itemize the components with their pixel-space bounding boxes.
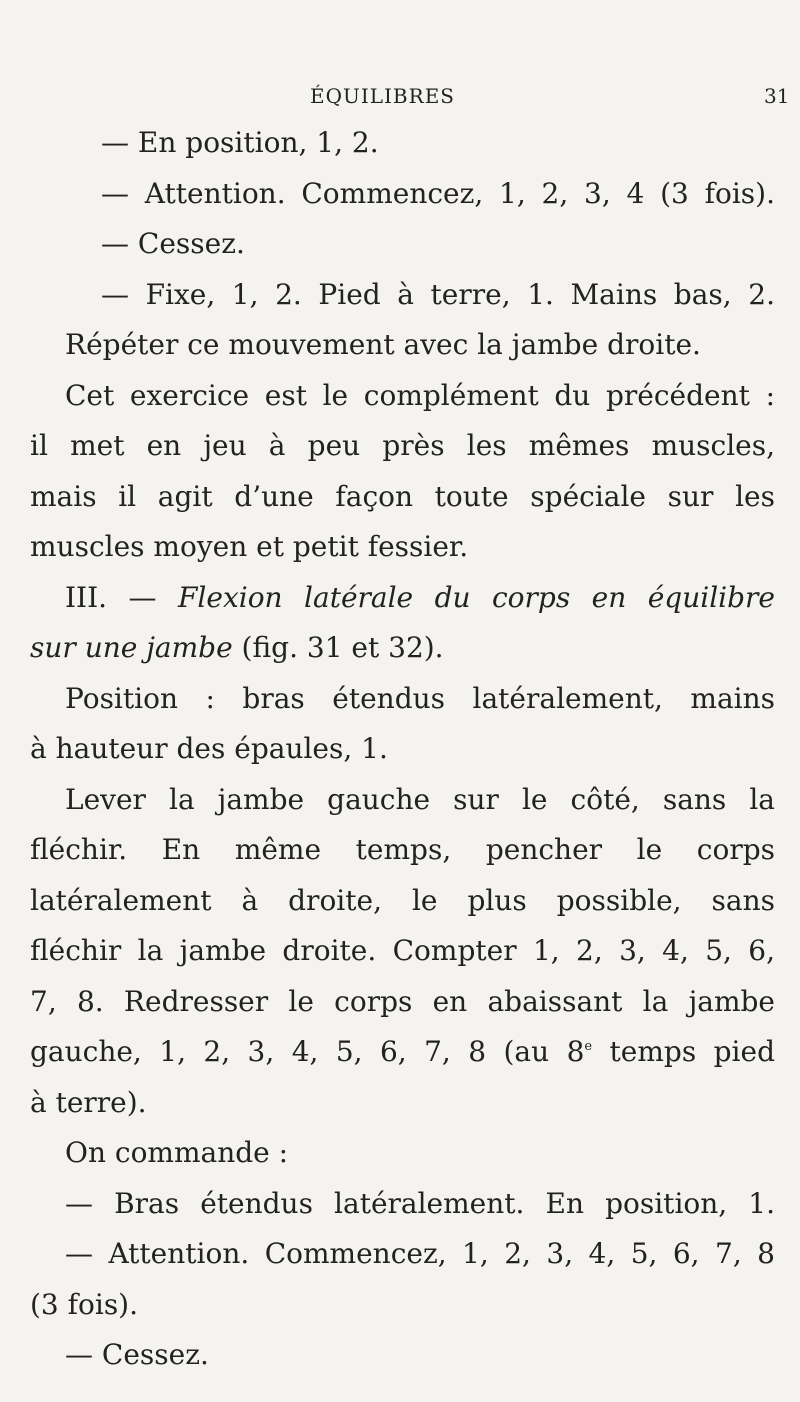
- text-line: (3 fois).: [30, 1287, 139, 1321]
- text-line: — En position, 1, 2.: [101, 126, 379, 159]
- text-line: muscles moyen et petit fessier.: [30, 530, 469, 563]
- text-line: à terre).: [30, 1085, 147, 1119]
- text-line: Position : bras étendus latéralement, mains: [65, 681, 775, 715]
- ordinal-superscript: e: [584, 1039, 593, 1054]
- text-line: — Fixe, 1, 2. Pied à terre, 1. Mains bas, 2.: [101, 277, 775, 311]
- text-line: 7, 8. Redresser le corps en abaissant la jambe: [30, 984, 775, 1018]
- page-number: 31: [764, 84, 790, 108]
- section-title: Flexion latérale du corps en équilibre: [178, 580, 775, 614]
- text-line: Répéter ce mouvement avec la jambe droite.: [65, 328, 701, 361]
- section-title-continued: sur une jambe: [30, 631, 233, 664]
- text-line: On commande :: [65, 1136, 289, 1169]
- text-line: Cet exercice est le complément du précédent :: [65, 378, 775, 412]
- text-line: à hauteur des épaules, 1.: [30, 732, 388, 765]
- section-heading-continued: [30, 623, 775, 674]
- text-line: fléchir. En même temps, pencher le corps: [30, 833, 775, 866]
- text-line: Lever la jambe gauche sur le côté, sans la: [65, 782, 775, 816]
- text-line: fléchir la jambe droite. Compter 1, 2, 3, 4, 5, 6,: [30, 934, 775, 967]
- running-head: [0, 84, 800, 114]
- text-line: — Cessez.: [65, 1338, 209, 1371]
- text-line: mais il agit d’une façon toute spéciale sur les: [30, 479, 775, 513]
- section-heading: [30, 573, 775, 624]
- text-line: — Attention. Commencez, 1, 2, 3, 4 (3 fois).: [101, 176, 775, 210]
- figure-reference: (fig. 31 et 32).: [232, 631, 444, 664]
- text-line: [30, 1027, 775, 1078]
- text-line: — Cessez.: [101, 227, 245, 260]
- text-line: — Attention. Commencez, 1, 2, 3, 4, 5, 6, 7, 8: [65, 1237, 775, 1270]
- body-text: [30, 118, 775, 1381]
- text-line: il met en jeu à peu près les mêmes muscles,: [30, 429, 775, 462]
- text-segment: gauche, 1, 2, 3, 4, 5, 6, 7, 8 (au 8: [30, 1035, 585, 1068]
- running-title: ÉQUILIBRES: [310, 84, 455, 108]
- text-line: — Bras étendus latéralement. En position, 1.: [65, 1186, 775, 1220]
- text-line: latéralement à droite, le plus possible, sans: [30, 883, 775, 917]
- text-segment: temps pied: [592, 1035, 776, 1068]
- section-number: III. —: [65, 580, 178, 614]
